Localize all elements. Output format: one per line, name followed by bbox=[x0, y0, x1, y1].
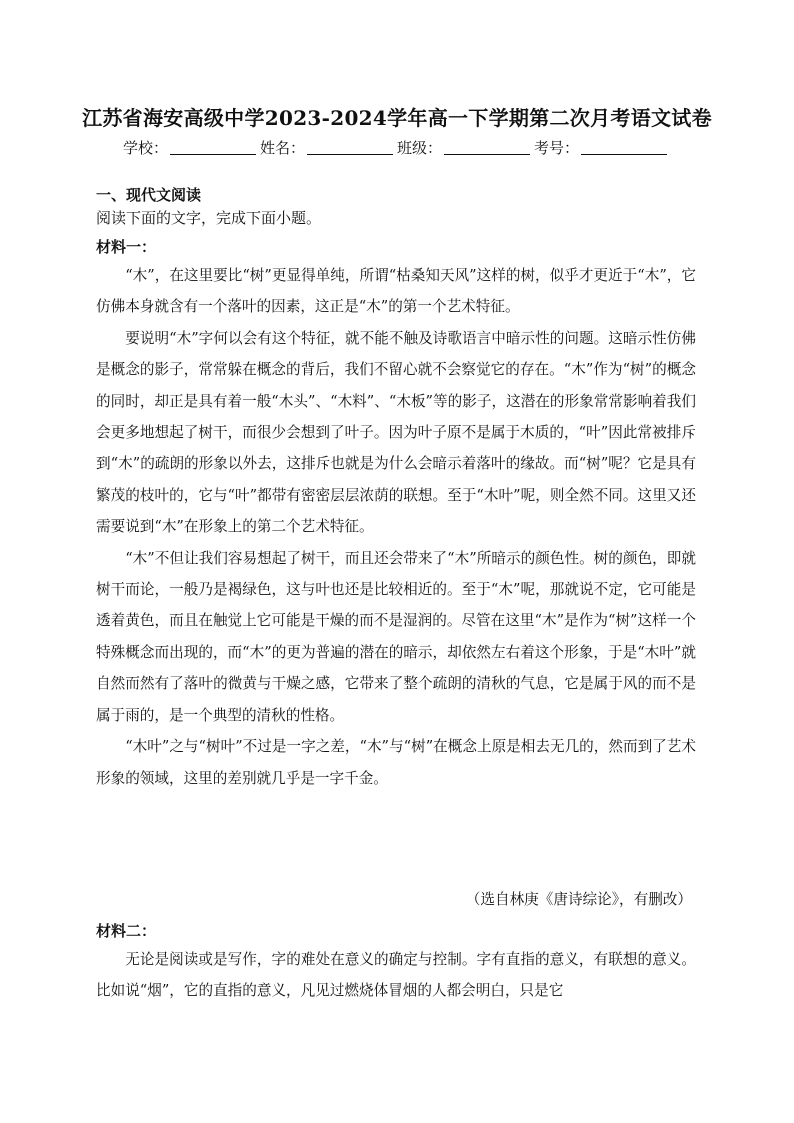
paragraph: 无论是阅读或是写作，字的难处在意义的确定与控制。字有直指的意义，有联想的意义。比如说“烟”，它的直指的意义，凡见过燃烧体冒烟的人都会明白，只是它 bbox=[96, 951, 696, 1000]
section-title: 一、现代文阅读 bbox=[96, 186, 202, 204]
school-label: 学校： bbox=[122, 139, 168, 157]
school-blank[interactable] bbox=[170, 140, 256, 155]
instruction-text: 阅读下面的文字，完成下面小题。 bbox=[96, 209, 322, 227]
paragraph: “木叶”之与“树叶”不过是一字之差，“木”与“树”在概念上原是相去无几的，然而到了艺术形象的领域，这里的差别就几乎是一字千金。 bbox=[96, 738, 696, 787]
paragraph: “木”，在这里要比“树”更显得单纯，所谓“枯桑知天风”这样的树，似乎才更近于“木”，它仿佛本身就含有一个落叶的因素，这正是“木”的第一个艺术特征。 bbox=[96, 267, 696, 316]
material-two-body bbox=[96, 944, 696, 1007]
class-blank[interactable] bbox=[444, 140, 530, 155]
paragraph: 要说明“木”字何以会有这个特征，就不能不触及诗歌语言中暗示性的问题。这暗示性仿佛是概念的影子，常常躲在概念的背后，我们不留心就不会察觉它的存在。“木”作为“树”的概念的同时，却正是具有着一般“木头”、“木料”、“木板”等的影子，这潜在的形象常常影响着我们会更多地想起了树干，而很少会想到了叶子。因为叶子原不是属于木质的，“叶”因此常被排斥到“木”的疏朗的形象以外去，这排斥也就是为什么会暗示着落叶的缘故。而“树”呢？它是具有繁茂的枝叶的，它与“叶”都带有密密层层浓荫的联想。至于“木叶”呢，则全然不同。这里又还需要说到“木”在形象上的第二个艺术特征。 bbox=[96, 329, 696, 536]
name-label: 姓名： bbox=[259, 139, 305, 157]
number-label: 考号： bbox=[534, 139, 580, 157]
material-one-body bbox=[96, 260, 696, 794]
material-one-heading: 材料一： bbox=[96, 238, 157, 256]
material-one-source: （选自林庚《唐诗综论》，有删改） bbox=[465, 891, 692, 908]
material-two-heading: 材料二： bbox=[96, 922, 157, 940]
name-blank[interactable] bbox=[307, 140, 393, 155]
number-blank[interactable] bbox=[581, 140, 667, 155]
student-info-line bbox=[0, 137, 794, 158]
class-label: 班级： bbox=[397, 139, 443, 157]
exam-title: 江苏省海安高级中学2023-2024学年高一下学期第二次月考语文试卷 bbox=[82, 106, 712, 130]
paragraph: “木”不但让我们容易想起了树干，而且还会带来了“木”所暗示的颜色性。树的颜色，即就树干而论，一般乃是褐绿色，这与叶也还是比较相近的。至于“木”呢，那就说不定，它可能是透着黄色，而且在触觉上它可能是干燥的而不是湿润的。尽管在这里“木”是作为“树”这样一个特殊概念而出现的，而“木”的更为普遍的潜在的暗示，却依然左右着这个形象，于是“木叶”就自然而然有了落叶的微黄与干燥之感，它带来了整个疏朗的清秋的气息，它是属于风的而不是属于雨的，是一个典型的清秋的性格。 bbox=[96, 549, 696, 724]
